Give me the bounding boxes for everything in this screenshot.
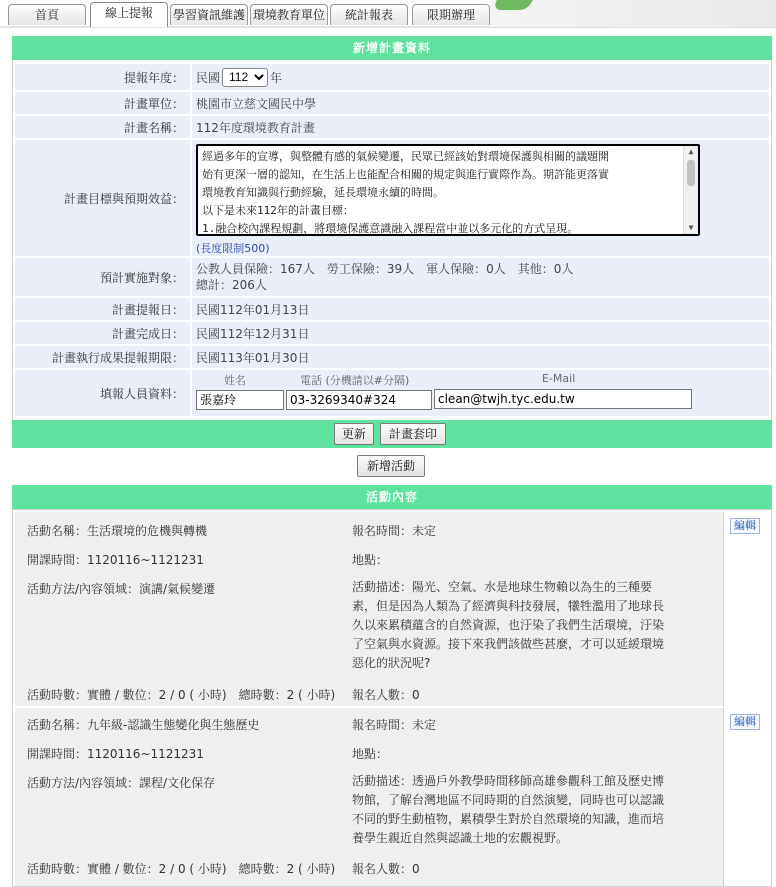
form-title: 新增計畫資料 — [12, 36, 772, 60]
activity-card — [15, 512, 769, 706]
update-button[interactable]: 更新 — [334, 423, 374, 445]
description-line: 活動描述：陽光、空氣、水是地球生物賴以為生的三種要 — [352, 580, 653, 594]
row-submit-date — [15, 298, 769, 320]
year-label: 提報年度： — [15, 64, 190, 90]
report-deadline-value: 民國113年01月30日 — [192, 346, 769, 368]
edit-activity-button[interactable]: 編輯 — [730, 714, 760, 730]
activity-side — [724, 708, 769, 887]
edit-activity-button[interactable]: 編輯 — [730, 518, 760, 534]
year-suffix: 年 — [270, 70, 283, 85]
goal-line: 始有更深一層的認知，在生活上也能配合相關的規定與進行實際作為。期許能更落實 — [202, 168, 609, 181]
participants-breakdown: 公教人員保險：167人 勞工保險：39人 軍人保險：0人 其他：0人 — [196, 262, 574, 276]
header-decoration — [490, 0, 776, 28]
row-reporter — [15, 370, 769, 416]
unit-label: 計畫單位： — [15, 92, 190, 114]
form-action-bar — [12, 420, 772, 448]
activities-list — [12, 509, 772, 887]
year-select[interactable] — [222, 68, 268, 87]
goal-line: 經過多年的宣導，與整體有感的氣候變遷，民眾已經該始對環境保護與相關的議題開 — [202, 150, 609, 163]
activity-name: 活動名稱：九年級-認識生態變化與生態歷史 — [27, 718, 260, 732]
activity-signup-count: 報名人數：0 — [352, 862, 420, 876]
goal-line: 以下是未來112年的計畫目標： — [202, 204, 354, 217]
activities-title: 活動內容 — [12, 485, 772, 509]
plan-name-value: 112年度環境教育計畫 — [192, 116, 769, 138]
scroll-down-icon[interactable]: ▼ — [688, 223, 694, 232]
activity-location: 地點： — [352, 553, 389, 567]
tab-env-edu-unit[interactable]: 環境教育單位 — [250, 4, 328, 25]
plan-name-label: 計畫名稱： — [15, 116, 190, 138]
row-complete-date — [15, 322, 769, 344]
reporter-email-header: E-Mail — [542, 372, 576, 385]
description-line: 素，但是因為人類為了經濟與科技發展，犧牲濫用了地球長 — [352, 599, 665, 613]
tab-online-report[interactable]: 線上提報 — [90, 2, 168, 27]
activity-name: 活動名稱：生活環境的危機與轉機 — [27, 524, 208, 538]
activity-hours: 活動時數：實體 / 數位：2 / 0 ( 小時) 總時數：2 ( 小時) — [27, 688, 336, 702]
participants-total: 總計：206人 — [196, 278, 267, 292]
reporter-name-input[interactable]: 張嘉玲 — [196, 390, 284, 410]
unit-value: 桃園市立慈文國民中學 — [192, 92, 769, 114]
activity-signup-time: 報名時間：未定 — [352, 718, 437, 732]
reporter-name-header: 姓名 — [224, 374, 246, 387]
tab-statistics[interactable]: 統計報表 — [330, 4, 408, 25]
row-report-deadline — [15, 346, 769, 368]
activity-period: 開課時間：1120116~1121231 — [27, 747, 204, 761]
activity-side — [724, 512, 769, 706]
goal-line: 環境教育知識與行動經驗，延長環境永續的時間。 — [202, 186, 444, 199]
complete-date-value: 民國112年12月31日 — [192, 322, 769, 344]
goal-length-limit: (長度限制500) — [196, 242, 270, 255]
participants-value — [192, 258, 769, 296]
description-line: 惡化的狀況呢? — [352, 656, 431, 670]
activity-method: 活動方法/內容領域：課程/文化保存 — [27, 776, 216, 790]
goal-line: 1.融合校內課程規劃，將環境保護意識融入課程當中並以多元化的方式呈現。 — [202, 222, 579, 235]
submit-date-label: 計畫提報日： — [15, 298, 190, 320]
scroll-thumb[interactable] — [687, 160, 695, 186]
description-line: 不同的野生動植物，累積學生對於自然環境的知識，進而培 — [352, 812, 665, 826]
reporter-phone-input[interactable]: 03-3269340#324 — [286, 390, 432, 410]
activity-description — [352, 578, 672, 673]
year-value — [192, 64, 769, 90]
activity-body — [15, 512, 724, 706]
row-participants — [15, 258, 769, 296]
reporter-cell — [192, 370, 769, 416]
tab-deadline[interactable]: 限期辦理 — [412, 4, 490, 25]
goal-label: 計畫目標與預期效益： — [15, 140, 190, 256]
plan-form — [12, 60, 772, 420]
print-plan-button[interactable]: 計畫套印 — [380, 423, 446, 445]
reporter-phone-header: 電話 (分機請以#分隔) — [300, 374, 410, 387]
row-year — [15, 64, 769, 90]
activity-card — [15, 708, 769, 887]
description-line: 久以來累積蘊含的自然資源，也汙染了我們生活環境，汙染 — [352, 618, 665, 632]
row-unit — [15, 92, 769, 114]
description-line: 活動描述：透過戶外教學時間移師高雄參觀科工館及歷史博 — [352, 774, 665, 788]
goal-scrollbar[interactable] — [683, 146, 698, 234]
activity-period: 開課時間：1120116~1121231 — [27, 553, 204, 567]
reporter-label: 填報人員資料： — [15, 370, 190, 416]
activity-method: 活動方法/內容領域：演講/氣候變遷 — [27, 582, 216, 596]
year-prefix: 民國 — [196, 70, 221, 85]
row-plan-name — [15, 116, 769, 138]
goal-cell — [192, 140, 769, 256]
reporter-email-input[interactable]: clean@twjh.tyc.edu.tw — [434, 389, 692, 409]
leaf-decoration-icon — [491, 0, 533, 10]
report-deadline-label: 計畫執行成果提報期限： — [15, 346, 190, 368]
goal-textarea[interactable] — [196, 144, 700, 236]
submit-date-value: 民國112年01月13日 — [192, 298, 769, 320]
activity-location: 地點： — [352, 747, 389, 761]
activity-signup-count: 報名人數：0 — [352, 688, 420, 702]
activity-hours: 活動時數：實體 / 數位：2 / 0 ( 小時) 總時數：2 ( 小時) — [27, 862, 336, 876]
row-goal — [15, 140, 769, 256]
tab-bar — [0, 0, 776, 28]
activity-body — [15, 708, 724, 887]
description-line: 物館，了解台灣地區不同時期的自然演變，同時也可以認識 — [352, 793, 665, 807]
scroll-up-icon[interactable]: ▲ — [688, 147, 694, 156]
participants-label: 預計實施對象： — [15, 258, 190, 296]
activity-signup-time: 報名時間：未定 — [352, 524, 437, 538]
complete-date-label: 計畫完成日： — [15, 322, 190, 344]
add-activity-button[interactable]: 新增活動 — [357, 455, 425, 477]
tab-home[interactable]: 首頁 — [8, 4, 86, 25]
activity-description — [352, 772, 672, 848]
description-line: 了空氣與水資源。接下來我們該做些甚麼，才可以延緩環境 — [352, 637, 665, 651]
description-line: 養學生親近自然與認識土地的宏觀視野。 — [352, 831, 569, 845]
tab-learning-info[interactable]: 學習資訊維護 — [170, 4, 248, 25]
